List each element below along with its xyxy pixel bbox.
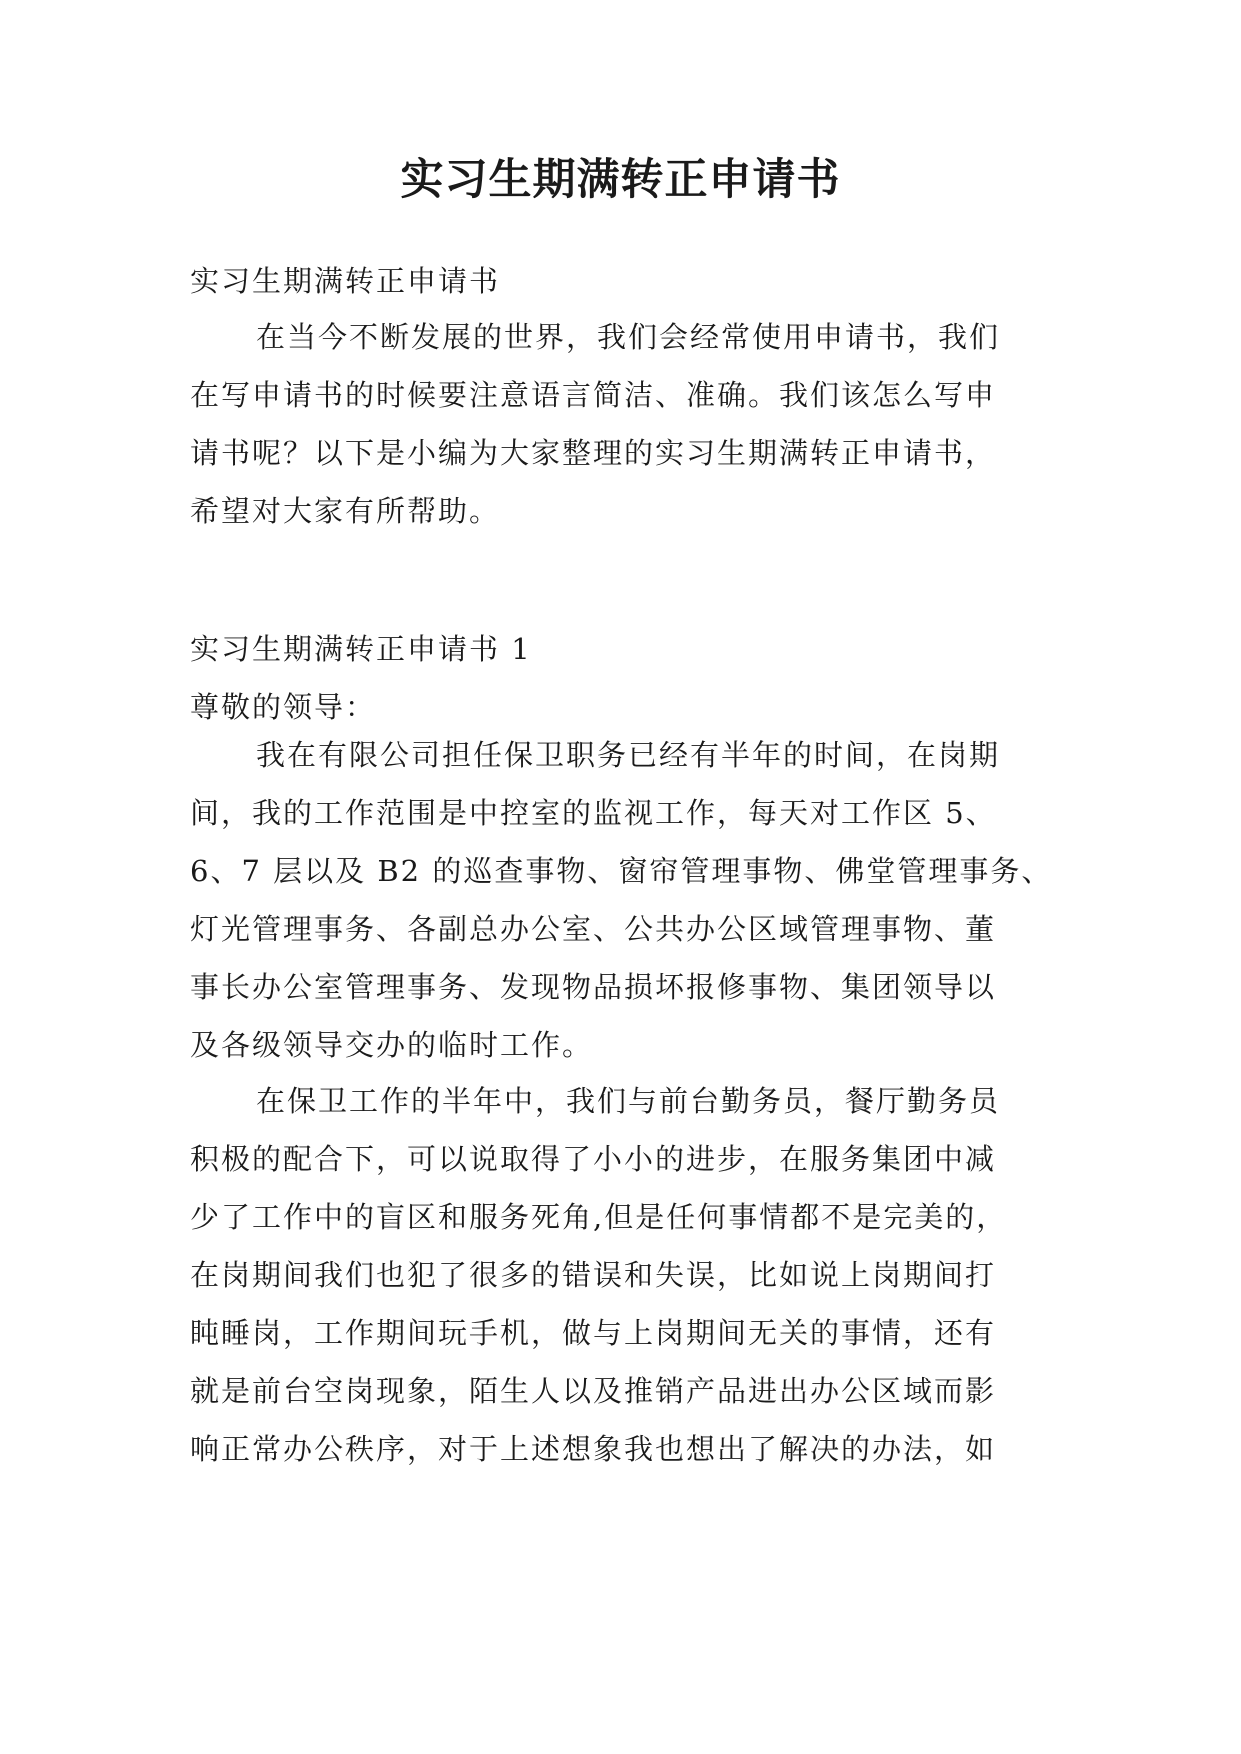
- paragraph-line: 在保卫工作的半年中，我们与前台勤务员，餐厅勤务员: [256, 1084, 1001, 1118]
- paragraph-1: [190, 726, 1060, 1074]
- salutation: 尊敬的领导：: [190, 690, 377, 724]
- intro-line: 在当今不断发展的世界，我们会经常使用申请书，我们: [256, 320, 1001, 354]
- intro-line: 希望对大家有所帮助。: [190, 494, 501, 528]
- paragraph-line: 盹睡岗，工作期间玩手机，做与上岗期间无关的事情，还有: [190, 1316, 997, 1350]
- paragraph-2: [190, 1072, 1060, 1478]
- paragraph-line: 间，我的工作范围是中控室的监视工作，每天对工作区 5、: [190, 796, 997, 830]
- paragraph-line: 响正常办公秩序，对于上述想象我也想出了解决的办法，如: [190, 1432, 997, 1466]
- paragraph-line: 6、7 层以及 B2 的巡查事物、窗帘管理事物、佛堂管理事务、: [190, 854, 1053, 888]
- intro-line: 在写申请书的时候要注意语言简洁、准确。我们该怎么写申: [190, 378, 997, 412]
- document-title: 实习生期满转正申请书: [400, 155, 841, 205]
- paragraph-line: 积极的配合下，可以说取得了小小的进步，在服务集团中减: [190, 1142, 997, 1176]
- paragraph-line: 就是前台空岗现象，陌生人以及推销产品进出办公区域而影: [190, 1374, 997, 1408]
- intro-line: 请书呢？以下是小编为大家整理的实习生期满转正申请书，: [190, 436, 997, 470]
- intro-heading: 实习生期满转正申请书: [190, 264, 501, 298]
- intro-heading-block: [190, 252, 1060, 310]
- intro-paragraph: [190, 308, 1060, 540]
- paragraph-line: 我在有限公司担任保卫职务已经有半年的时间，在岗期: [256, 738, 1001, 772]
- paragraph-line: 事长办公室管理事务、发现物品损坏报修事物、集团领导以: [190, 970, 997, 1004]
- section1-heading-block: [190, 620, 1060, 736]
- paragraph-line: 灯光管理事务、各副总办公室、公共办公区域管理事物、董: [190, 912, 997, 946]
- paragraph-line: 及各级领导交办的临时工作。: [190, 1028, 594, 1062]
- section-heading: 实习生期满转正申请书 1: [190, 632, 532, 666]
- paragraph-line: 少了工作中的盲区和服务死角,但是任何事情都不是完美的，: [190, 1200, 1008, 1234]
- paragraph-line: 在岗期间我们也犯了很多的错误和失误，比如说上岗期间打: [190, 1258, 997, 1292]
